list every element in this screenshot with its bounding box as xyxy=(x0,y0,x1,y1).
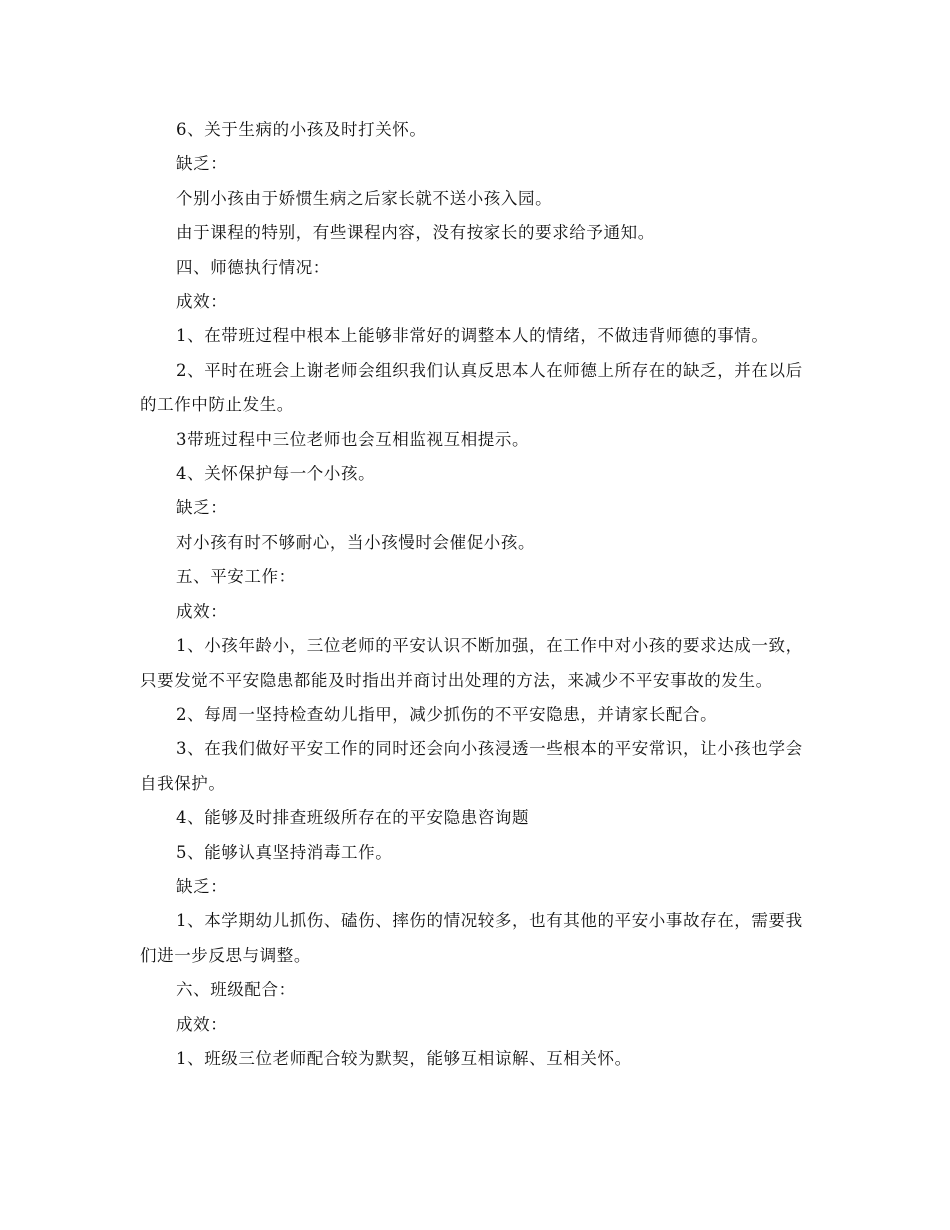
paragraph-sick-child-care: 6、关于生病的小孩及时打关怀。 xyxy=(176,120,427,139)
paragraph-shortcomings-heading: 缺乏： xyxy=(176,498,228,518)
paragraph: 2、每周一坚持检查幼儿指甲，减少抓伤的不平安隐患，并请家长配合。 xyxy=(176,704,718,724)
paragraph: 1、班级三位老师配合较为默契，能够互相谅解、互相关怀。 xyxy=(176,1048,632,1068)
paragraph: 5、能够认真坚持消毒工作。 xyxy=(176,842,393,862)
paragraph: 3、在我们做好平安工作的同时还会向小孩浸透一些根本的平安常识，让小孩也学会自我保护。 xyxy=(140,739,803,793)
paragraph-shortcomings-heading: 缺乏： xyxy=(176,876,228,896)
paragraph: 4、关怀保护每一个小孩。 xyxy=(176,464,376,484)
paragraph: 1、在带班过程中根本上能够非常好的调整本人的情绪，不做违背师德的事情。 xyxy=(176,326,769,346)
section-heading-class-cooperation: 六、班级配合： xyxy=(176,980,296,1000)
section-heading-safety: 五、平安工作： xyxy=(176,567,296,587)
paragraph: 个别小孩由于娇惯生病之后家长就不送小孩入园。 xyxy=(176,188,553,208)
paragraph: 3带班过程中三位老师也会互相监视互相提示。 xyxy=(176,429,530,449)
paragraph: 4、能够及时排查班级所存在的平安隐患咨询题 xyxy=(176,808,530,828)
paragraph: 2、平时在班会上谢老师会组织我们认真反思本人在师德上所存在的缺乏，并在以后的工作中防止发生。 xyxy=(140,360,803,415)
document-body xyxy=(140,113,812,1076)
paragraph-results-heading: 成效： xyxy=(176,1014,228,1034)
paragraph: 1、小孩年龄小，三位老师的平安认识不断加强，在工作中对小孩的要求达成一致，只要发觉不平安隐患都能及时指出并商讨出处理的方法，来减少不平安事故的发生。 xyxy=(140,636,803,690)
section-heading-ethics: 四、师德执行情况： xyxy=(176,257,330,277)
paragraph: 由于课程的特别，有些课程内容，没有按家长的要求给予通知。 xyxy=(176,223,655,243)
paragraph: 对小孩有时不够耐心，当小孩慢时会催促小孩。 xyxy=(176,532,536,552)
paragraph-results-heading: 成效： xyxy=(176,292,228,312)
paragraph-shortcomings-heading: 缺乏： xyxy=(176,154,228,174)
paragraph-results-heading: 成效： xyxy=(176,601,228,621)
paragraph: 1、本学期幼儿抓伤、磕伤、摔伤的情况较多，也有其他的平安小事故存在，需要我们进一步反思与调整。 xyxy=(140,911,803,965)
